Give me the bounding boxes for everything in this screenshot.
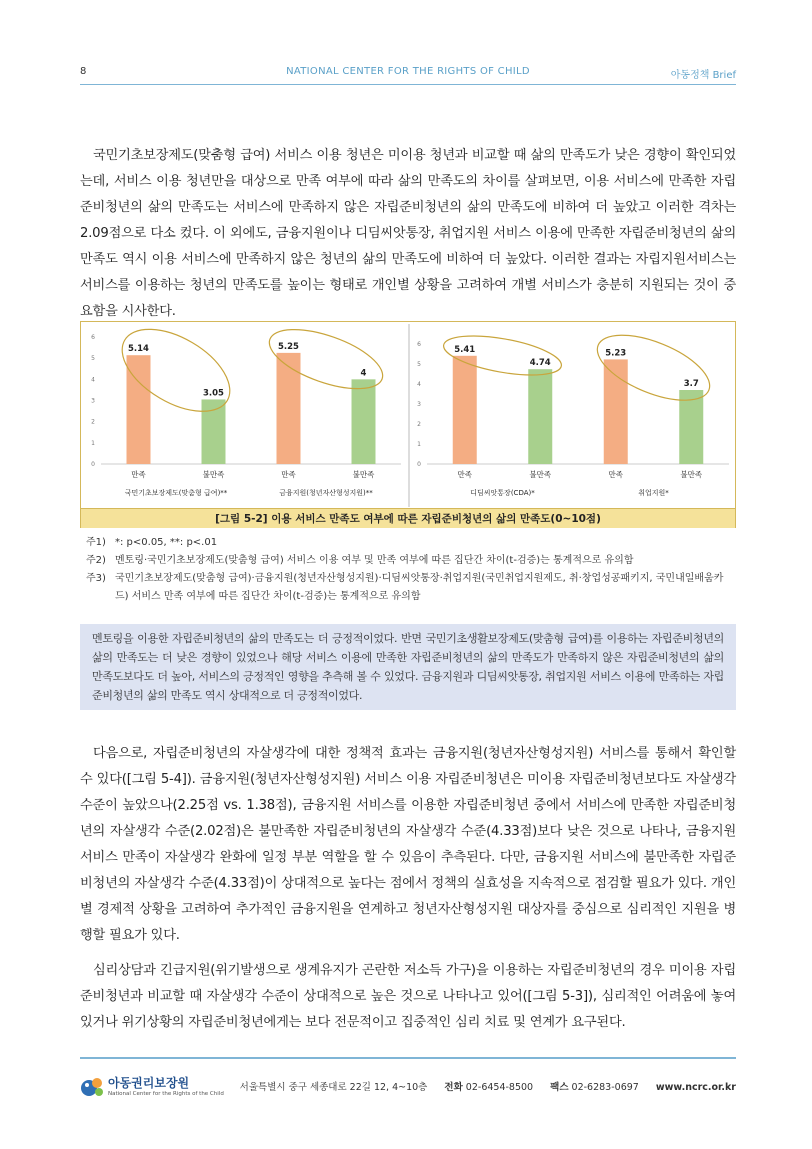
y-tick-label: 1 (417, 441, 421, 448)
note-2 (86, 552, 736, 570)
body-paragraph-2 (80, 741, 736, 949)
bar (453, 356, 477, 464)
group-label: 국민기초보장제도(맞춤형 급여)** (124, 489, 228, 497)
bar (679, 390, 703, 464)
paragraph-2-text: 다음으로, 자립준비청년의 자살생각에 대한 정책적 효과는 금융지원(청년자산형성지원) 서비스를 통해서 확인할 수 있다([그림 5-4]). 금융지원(청년자산형성지원) 서비스 이용 자립준비청년은 미이용 자립준비청년보다도 자살생각 수준이 높았으나(2.25점 vs. 1.38점), 금융지원 서비스를 이용한 자립준비청년 중에서 서비스에 만족한 자립준비청년의 자살생각 수준(2.02점)은 불만족한 자립준비청년의 자살생각 수준(4.33점)보다 낮은 것으로 나타나, 금융지원 서비스 만족이 자살생각 완화에 일정 부분 역할을 할 수 있음이 추측된다. 다만, 금융지원 서비스에 불만족한 자립준비청년의 자살생각 수준(4.33점)이 상대적으로 높다는 점에서 정책의 실효성을 지속적으로 점검할 필요가 있다. 개인별 경제적 상황을 고려하여 추가적인 금융지원을 연계하고 청년자산형성지원 대상자를 중심으로 심리적인 지원을 병행할 필요가 있다. (80, 746, 736, 943)
x-tick-label: 만족 (608, 470, 623, 479)
bar (202, 399, 226, 464)
group-label: 디딤씨앗통장(CDA)* (470, 489, 535, 497)
footer-fax-label: 팩스 (550, 1082, 569, 1093)
group-label: 취업지원* (638, 489, 669, 497)
y-tick-label: 5 (417, 361, 421, 368)
note-2-text: 멘토링·국민기초보장제도(맞춤형 급여) 서비스 이용 여부 및 만족 여부에 따른 집단간 차이(t-검증)는 통계적으로 유의함 (115, 555, 634, 566)
data-label: 3.7 (683, 379, 699, 389)
header-brief-label: 아동정책 Brief (670, 70, 736, 81)
header-divider (80, 84, 736, 85)
paragraph-3-text: 심리상담과 긴급지원(위기발생으로 생계유지가 곤란한 저소득 가구)을 이용하는 자립준비청년의 경우 미이용 자립준비청년과 비교할 때 자살생각 수준이 상대적으로 높은 것으로 나타나고 있어([그림 5-3]), 심리적인 어려움에 놓여 있거나 위기상황의 자립준비청년에게는 보다 전문적이고 집중적인 심리 치료 및 연계가 요구된다. (80, 963, 736, 1030)
y-tick-label: 3 (91, 397, 95, 405)
data-label: 5.14 (128, 344, 149, 355)
footer-divider (80, 1057, 736, 1059)
footer-phone-label: 전화 (444, 1082, 463, 1093)
footer-website: www.ncrc.or.kr (655, 1082, 736, 1093)
note-2-label: 주2) (86, 555, 106, 566)
note-1-text: *: p<0.05, **: p<.01 (115, 537, 218, 548)
x-tick-label: 불만족 (202, 470, 225, 479)
logo-english-name: National Center for the Rights of the Child (108, 1091, 224, 1097)
page-number: 8 (80, 66, 87, 77)
y-tick-label: 4 (91, 376, 95, 384)
bar-chart (81, 322, 737, 509)
x-tick-label: 만족 (281, 470, 296, 479)
data-label: 4.74 (529, 358, 551, 369)
data-label: 5.41 (454, 344, 476, 355)
y-tick-label: 0 (91, 461, 95, 468)
figure-caption: [그림 5-2] 이용 서비스 만족도 여부에 따른 자립준비청년의 삶의 만족도(0~10점) (81, 508, 735, 528)
body-paragraph-3 (80, 958, 736, 1036)
y-tick-label: 6 (91, 334, 95, 341)
bar (352, 379, 376, 464)
x-tick-label: 만족 (131, 470, 146, 479)
note-3-text: 국민기초보장제도(맞춤형 급여)·금융지원(청년자산형성지원)·디딤씨앗통장·취업지원(국민취업지원제도, 취·창업성공패키지, 국민내일배움카드) 서비스 만족 여부에 따른 집단간 차이(t-검증)는 통계적으로 유의함 (115, 573, 724, 602)
group-label: 금융지원(청년자산형성지원)** (279, 489, 373, 497)
logo-mark-icon (80, 1074, 106, 1100)
header-org-name: NATIONAL CENTER FOR THE RIGHTS OF CHILD (286, 66, 530, 77)
x-tick-label: 불만족 (529, 470, 552, 479)
summary-box: 멘토링을 이용한 자립준비청년의 삶의 만족도는 더 긍정적이었다. 반면 국민기초생활보장제도(맞춤형 급여)를 이용하는 자립준비청년의 삶의 만족도는 더 낮은 경향이 있었으나 해당 서비스 이용에 만족한 자립준비청년의 삶의 만족도가 만족하지 않은 자립준비청년의 삶의 만족도보다도 더 높아, 서비스의 긍정적인 영향을 추측해 볼 수 있었다. 금융지원과 디딤씨앗통장, 취업지원 서비스 이용에 만족하는 자립준비청년의 삶의 만족도 역시 상대적으로 더 긍정적이었다. (80, 624, 736, 710)
y-tick-label: 5 (91, 355, 95, 363)
footer-logo (80, 1072, 240, 1102)
x-tick-label: 불만족 (352, 470, 375, 479)
footer-contact (240, 1079, 736, 1093)
y-tick-label: 0 (417, 461, 421, 468)
logo-name: 아동권리보장원 (108, 1076, 190, 1090)
data-label: 4 (360, 368, 367, 379)
data-label: 5.25 (278, 341, 299, 352)
data-label: 3.05 (203, 388, 224, 399)
footer-address: 서울특별시 중구 세종대로 22길 12, 4~10층 (239, 1082, 428, 1093)
y-tick-label: 4 (417, 381, 421, 388)
x-tick-label: 불만족 (680, 470, 703, 479)
y-tick-label: 2 (91, 418, 95, 426)
note-1 (86, 534, 736, 552)
note-1-label: 주1) (86, 537, 106, 548)
y-tick-label: 6 (417, 341, 421, 348)
footer-phone: 02-6454-8500 (465, 1082, 534, 1093)
data-label: 5.23 (605, 348, 627, 359)
y-tick-label: 2 (417, 421, 421, 428)
y-tick-label: 1 (91, 439, 95, 447)
note-3-label: 주3) (86, 573, 106, 584)
paragraph-1-text: 국민기초보장제도(맞춤형 급여) 서비스 이용 청년은 미이용 청년과 비교할 때 삶의 만족도가 낮은 경향이 확인되었는데, 서비스 이용 청년만을 대상으로 만족 여부에 따라 삶의 만족도의 차이를 살펴보면, 이용 서비스에 만족한 자립준비청년의 삶의 만족도는 서비스에 만족하지 않은 자립준비청년의 삶의 만족도에 비하여 더 높았고 이러한 격차는 2.09점으로 다소 컸다. 이 외에도, 금융지원이나 디딤씨앗통장, 취업지원 서비스 이용에 만족한 자립준비청년의 삶의 만족도 역시 이용 서비스에 만족하지 않은 청년의 삶의 만족도에 비하여 더 높았다. 이러한 결과는 자립지원서비스는 서비스를 이용하는 청년의 만족도를 높이는 형태로 개인별 상황을 고려하여 개별 서비스가 충분히 지원되는 것이 중요함을 시사한다. (80, 148, 736, 319)
footer-fax: 02-6283-0697 (571, 1082, 639, 1093)
bar (528, 369, 552, 464)
bar (277, 353, 301, 464)
figure-notes (86, 534, 736, 606)
page-header (80, 66, 736, 80)
body-paragraph-1 (80, 143, 736, 325)
note-3 (86, 570, 736, 606)
x-tick-label: 만족 (457, 470, 472, 479)
figure-5-2 (80, 321, 736, 528)
y-tick-label: 3 (417, 401, 421, 408)
